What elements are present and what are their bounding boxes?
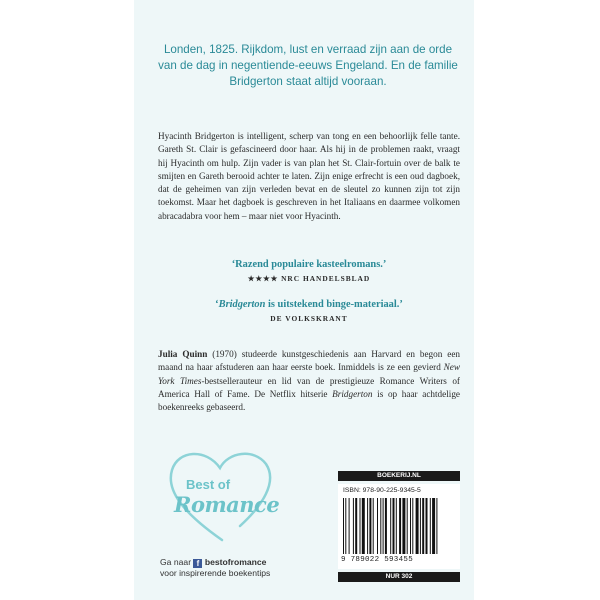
quote-text: ‘Bridgerton is uitstekend binge-materiaal.’ [215,299,403,310]
facebook-icon: f [193,559,202,568]
author-name: Julia Quinn [158,349,208,359]
quote-source: ★★★★ NRC HANDELSBLAD [247,274,371,283]
review-quote-1 [158,258,460,283]
logo-text-bottom: Romance [174,492,280,517]
nur-label: NUR 302 [338,572,460,582]
social-promo: Ga naar f bestofromance voor inspirerende boekentips [160,557,271,578]
best-of-romance-logo [162,440,282,550]
teaser-text: Londen, 1825. Rijkdom, lust en verraad zijn aan de orde van de dag in negentiende-eeuws Engeland. En de familie Bridgerton staat altijd vooraan. [158,43,458,88]
quote-source: DE VOLKSKRANT [270,314,348,323]
social-handle[interactable]: bestofromance [204,557,267,567]
review-quote-2 [158,298,460,323]
publisher-label: BOEKERIJ.NL [338,471,460,481]
barcode [343,498,455,554]
barcode-digits: 9 789022 593455 [341,556,414,564]
author-bio: Julia Quinn (1970) studeerde kunstgeschiedenis aan Harvard en begon een maand na haar afstuderen aan haar eerste boek. Inmiddels is ze een gevierd New York Times-bestsellerauteur en lid van de prestigieuze Romance Writers of America Hall of Fame. De Netflix hitserie Bridgerton is op haar achtdelige boekenreeks gebaseerd. [158,349,460,413]
description-text: Hyacinth Bridgerton is intelligent, scherp van tong en een behoorlijk felle tante. Gareth St. Clair is gefascineerd door haar. Als hij in de problemen raakt, vraagt hij Hyacinth om hulp. Zijn vader is van plan het St. Clair-fortuin over de balk te smijten en Gareth berooid achter te laten. Zijn enige erfrecht is een oud dagboek, dat de geheimen van zijn verleden bevat en de sleutel zo kunnen zijn tot zijn toekomst. Maar het dagboek is geschreven in het Italiaans en daarmee volkomen abracadabra voor hem – maar niet voor Hyacinth. [158,131,460,221]
isbn-text: ISBN: 978-90-225-9345-5 [343,487,421,494]
barcode-panel [338,484,460,569]
quote-text: ‘Razend populaire kasteelromans.’ [231,259,387,270]
logo-text-top: Best of [186,477,231,492]
